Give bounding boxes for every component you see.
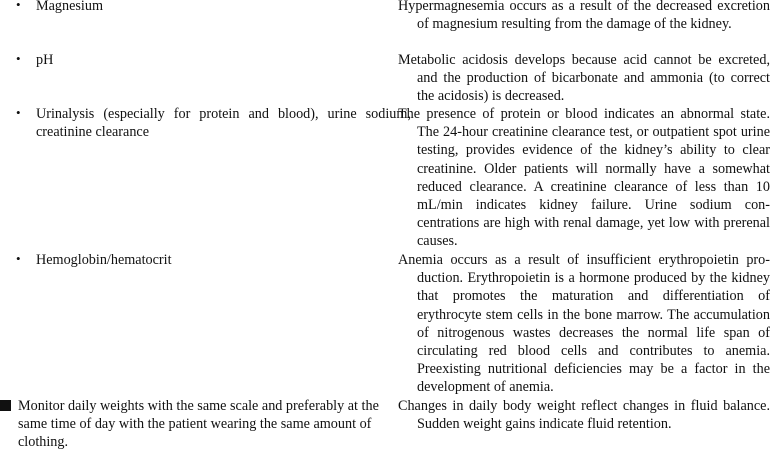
bullet-icon: • xyxy=(16,105,21,120)
assessment-text: pH xyxy=(36,52,54,68)
assessment-text: Urinalysis (especially for protein and blood), urine sodium, creatinine clearance xyxy=(36,106,411,141)
intervention-text: Monitor daily weights with the same scale and preferably at the same time of day with the patient wearing the same amount of clothing. xyxy=(18,398,379,451)
bullet-icon: • xyxy=(16,251,21,266)
row-daily-weights xyxy=(0,397,770,452)
assessment-text: Magnesium xyxy=(36,0,103,14)
square-bullet-icon xyxy=(0,400,11,411)
rationale-text: Changes in daily body weight reflect changes in fluid balance. Sudden weight gains indicate fluid retention. xyxy=(398,398,770,433)
assessment-item xyxy=(0,51,411,69)
rationale-text: Metabolic acidosis develops because acid cannot be excreted, and the production of bicarbonate and ammonia (to correct the acidosis) is decreased. xyxy=(398,52,770,105)
rationale-text: Anemia occurs as a result of insufficient erythropoietin production. Erythropoietin is a hormone produced by the kidney that promotes the maturation and differentiation of erythrocyte stem cells in the bone marrow. The accumulation of nitrogenous wastes decreases the normal life span of circulating red blood cells and contributes to anemia. Preexisting nutritional deficiencies may be a factor in the development of anemia. xyxy=(398,252,770,396)
bullet-icon: • xyxy=(16,0,21,12)
intervention-item xyxy=(0,397,390,452)
assessment-item xyxy=(0,0,411,15)
row-hemoglobin xyxy=(0,251,770,396)
bullet-icon: • xyxy=(16,51,21,66)
rationale-text: The presence of protein or blood indicates an abnormal state. The 24-hour creatinine clearance test, or outpatient spot urine testing, provides evidence of the kidney’s ability to clear creatinine. Older patients will normally have a somewhat reduced clearance. A creatinine clearance of less than 10 mL/min indicates kidney failure. Urine sodium concentrations are high with renal damage, yet low with prerenal causes. xyxy=(398,106,770,250)
assessment-text: Hemoglobin/hematocrit xyxy=(36,252,172,268)
assessment-item xyxy=(0,105,411,141)
row-ph xyxy=(0,51,770,105)
rationale-text: Hypermagnesemia occurs as a result of the decreased excretion of magnesium resulting from the damage of the kidney. xyxy=(398,0,770,33)
assessment-item xyxy=(0,251,411,269)
row-urinalysis xyxy=(0,105,770,250)
row-magnesium xyxy=(0,0,770,33)
